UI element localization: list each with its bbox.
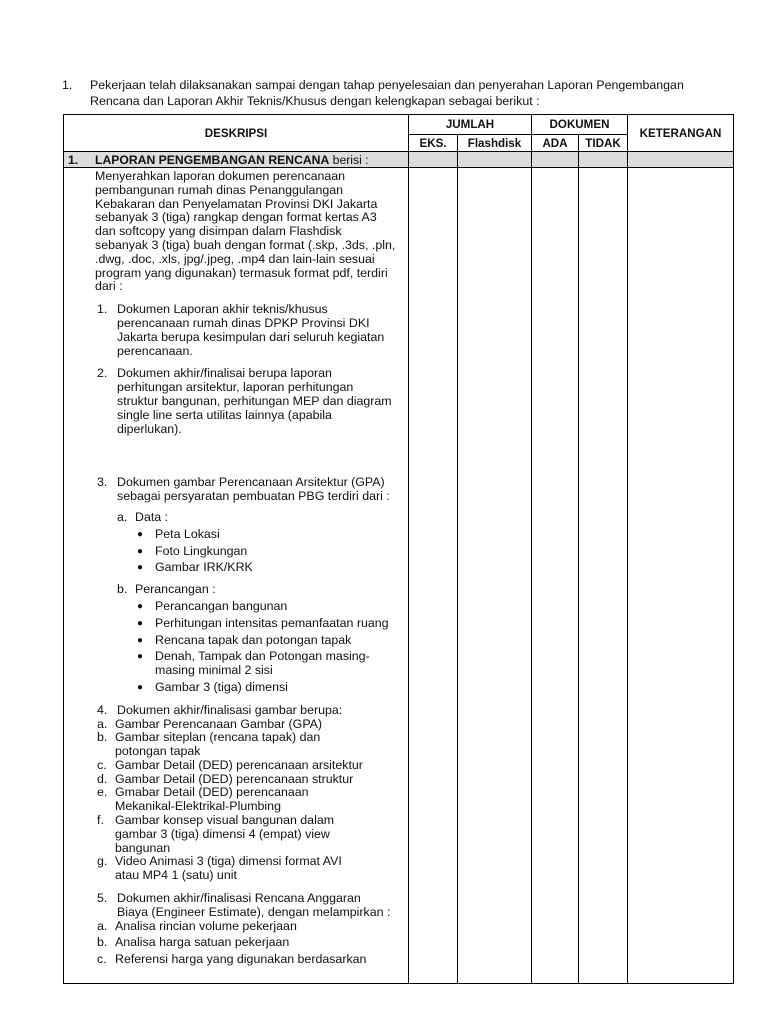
section-title: LAPORAN PENGEMBANGAN RENCANA [95,152,330,167]
alpha-item: e. Gmabar Detail (DED) perencanaan Mekanikal-Elektrikal-Plumbing [97,785,309,814]
section-number: 1. [68,152,79,167]
bullet-item: ● Peta Lokasi [137,526,220,541]
bullet-item: ● Gambar 3 (tiga) dimensi [137,679,288,694]
alpha-item: b. Analisa harga satuan pekerjaan [97,935,290,950]
header-eks: EKS. [409,135,458,152]
bullet-icon: ● [137,528,144,540]
tidak-cell [579,168,628,984]
bullet-icon: ● [137,562,144,574]
section-suffix: berisi : [329,152,369,167]
header-tidak: TIDAK [579,135,628,152]
alpha-item: g. Video Animasi 3 (tiga) dimensi format AVI atau MP4 1 (satu) unit [97,854,342,883]
intro-line-1: Pekerjaan telah dilaksanakan sampai dengan tahap penyelesaian dan penyerahan Laporan Pengembangan [90,78,684,92]
header-dokumen: DOKUMEN [532,115,628,135]
alpha-item: b. Gambar siteplan (rencana tapak) dan potongan tapak [97,730,321,759]
header-flashdisk: Flashdisk [458,135,532,152]
flashdisk-cell [458,168,532,984]
bullet-icon: ● [137,681,144,693]
section-row [64,152,734,168]
bullet-item: ● Denah, Tampak dan Potongan masing- masing minimal 2 sisi [137,649,370,678]
description-cell [64,168,409,984]
alpha-item: a. Analisa rincian volume pekerjaan [97,918,297,933]
keterangan-cell [628,168,734,984]
list-item-5: 5. Dokumen akhir/finalisasi Rencana Anggaran Biaya (Engineer Estimate), dengan melampirkan : a. Analisa rincian volume pekerjaan b. Analisa harga satuan pekerjaan c. Referensi harga yang digunakan berdasarkan [97,892,404,967]
alpha-item: c. Gambar Detail (DED) perencanaan arsitektur [97,757,363,772]
alpha-item: a. Gambar Perencanaan Gambar (GPA) [97,716,323,731]
intro-line-2: Rencana dan Laporan Akhir Teknis/Khusus dengan kelengkapan sebagai berikut : [90,93,540,108]
bullet-icon: ● [137,634,144,646]
intro-description: Menyerahkan laporan dokumen perencanaan pembangunan rumah dinas Penanggulangan Kebakaran dan Penyelamatan Provinsi DKI Jakarta sebanyak 3 (tiga) rangkap dengan format kertas A3 dan softcopy yang disimpan dalam Flashdisk sebanyak 3 (tiga) buah dengan format (.skp, .3ds, .pln, .dwg, .doc, .xls, jpg/.jpeg, .mp4 dan lain-lain sesuai program yang digunakan) termasuk format pdf, terdiri dari : [95,169,396,294]
bullet-item: ● Gambar IRK/KRK [137,560,253,575]
intro-number: 1. [62,78,73,92]
sub-item-data: a. Data : ● Peta Lokasi ● Foto Lingkungan ● Gambar IRK/KRK [117,511,404,575]
header-ada: ADA [532,135,579,152]
eks-cell [409,168,458,984]
list-item-2: 2. Dokumen akhir/finalisai berupa laporan perhitungan arsitektur, laporan perhitungan struktur bangunan, perhitungan MEP dan diagram single line serta utilitas lainnya (apabila diperlukan). [97,366,392,436]
checklist-table [63,114,734,984]
header-keterangan: KETERANGAN [628,115,734,152]
sub-item-perancangan: b. Perancangan : ● Perancangan bangunan ● Perhitungan intensitas pemanfaatan ruang ● Rencana tapak dan potongan tapak ● Denah, Tampak dan Potongan masing- masing minimal 2 sisi ● Gambar 3 (tiga) dimensi [117,583,404,695]
bullet-icon: ● [137,600,144,612]
bullet-item: ● Foto Lingkungan [137,543,248,558]
content-row [64,168,734,984]
alpha-item: f. Gambar konsep visual bangunan dalam gambar 3 (tiga) dimensi 4 (empat) view bangunan [97,813,335,855]
bullet-item: ● Rencana tapak dan potongan tapak [137,632,352,647]
alpha-item: c. Referensi harga yang digunakan berdasarkan [97,952,367,967]
bullet-item: ● Perhitungan intensitas pemanfaatan ruang [137,615,389,630]
list-item-4: 4. Dokumen akhir/finalisasi gambar berupa: a. Gambar Perencanaan Gambar (GPA) b. Gambar siteplan (rencana tapak) dan potongan tapak c. Gambar Detail (DED) perencanaan arsitektur d. Gambar Detail (DED) perencanaan struktur e. Gmabar Detail (DED) perencanaan Mekanikal-Elektrikal-Plumbing f. Gambar konsep visual bangunan dalam gambar 3 (tiga) dimensi 4 (empat) view bangunan g. Video Animasi 3 (tiga) dimensi format AVI atau MP4 1 (satu) unit [97,704,404,883]
bullet-icon: ● [137,651,144,663]
list-item-3: 3. Dokumen gambar Perencanaan Arsitektur (GPA) sebagai persyaratan pembuatan PBG terdiri dari : a. Data : ● Peta Lokasi ● Foto Lingkungan ● Gambar IRK/KRK b. Perancangan : ● Perancangan bangunan ● Perhitungan intensitas pemanfaatan ruang ● Rencana tapak dan potongan tapak ● Denah, Tampak dan Potongan masing- masing minimal 2 sisi ● Gambar 3 (tiga) dimensi [97,476,404,694]
bullet-icon: ● [137,545,144,557]
ada-cell [532,168,579,984]
header-deskripsi: DESKRIPSI [64,115,409,152]
alpha-item: d. Gambar Detail (DED) perencanaan struktur [97,771,354,786]
header-jumlah: JUMLAH [409,115,532,135]
bullet-item: ● Perancangan bangunan [137,598,288,613]
list-item-1: 1. Dokumen Laporan akhir teknis/khusus perencanaan rumah dinas DPKP Provinsi DKI Jakarta berupa kesimpulan dari seluruh kegiatan perencanaan. [97,302,385,358]
bullet-icon: ● [137,617,144,629]
intro-paragraph [62,78,752,109]
